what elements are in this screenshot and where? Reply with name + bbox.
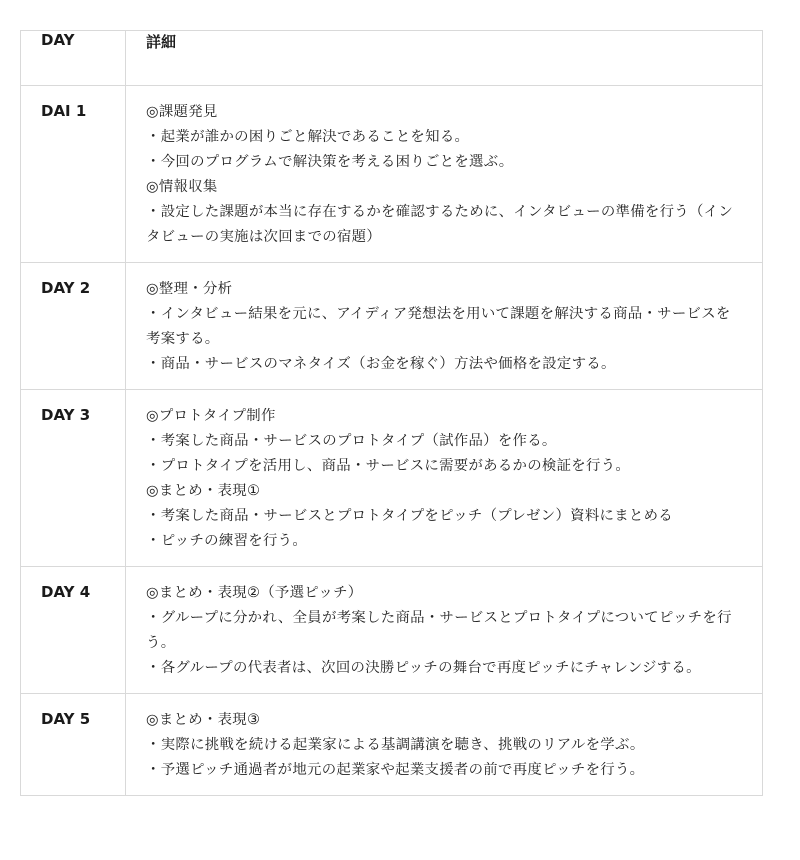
day-label: DAY 4 (21, 567, 126, 694)
column-header-day: DAY (21, 31, 126, 86)
column-header-detail: 詳細 (126, 31, 763, 86)
detail-line: ◎課題発見 (146, 104, 218, 120)
table-row (21, 694, 763, 796)
table-row (21, 86, 763, 263)
detail-line: ・今回のプログラムで解決策を考える困りごとを選ぶ。 (146, 154, 514, 170)
detail-line: ◎まとめ・表現②（予選ピッチ） (146, 585, 363, 601)
detail-cell (126, 567, 763, 694)
detail-line: ◎整理・分析 (146, 281, 233, 297)
detail-line: ・実際に挑戦を続ける起業家による基調講演を聴き、挑戦のリアルを学ぶ。 (146, 737, 645, 753)
detail-line: ・ピッチの練習を行う。 (146, 533, 308, 549)
schedule-table (20, 30, 763, 796)
detail-cell (126, 390, 763, 567)
detail-line: ・考案した商品・サービスのプロトタイプ（試作品）を作る。 (146, 433, 557, 449)
schedule-body (21, 86, 763, 796)
day-label: DAI 1 (21, 86, 126, 263)
detail-line: ・各グループの代表者は、次回の決勝ピッチの舞台で再度ピッチにチャレンジする。 (146, 660, 701, 676)
detail-cell (126, 694, 763, 796)
day-label: DAY 5 (21, 694, 126, 796)
detail-line: ◎プロトタイプ制作 (146, 408, 276, 424)
detail-line: ◎情報収集 (146, 179, 218, 195)
detail-line: ・商品・サービスのマネタイズ（お金を稼ぐ）方法や価格を設定する。 (146, 356, 616, 372)
detail-line: ・考案した商品・サービスとプロトタイプをピッチ（プレゼン）資料にまとめる (146, 508, 673, 524)
detail-line: ・予選ピッチ通過者が地元の起業家や起業支援者の前で再度ピッチを行う。 (146, 762, 645, 778)
detail-line: ・グループに分かれ、全員が考案した商品・サービスとプロトタイプについてピッチを行う。 (146, 610, 732, 651)
day-label: DAY 2 (21, 263, 126, 390)
table-row (21, 567, 763, 694)
detail-line: ・プロトタイプを活用し、商品・サービスに需要があるかの検証を行う。 (146, 458, 631, 474)
day-label: DAY 3 (21, 390, 126, 567)
schedule-container (20, 30, 762, 796)
table-header-row (21, 31, 763, 86)
table-row (21, 263, 763, 390)
detail-line: ・設定した課題が本当に存在するかを確認するために、インタビューの準備を行う（インタビューの実施は次回までの宿題） (146, 204, 734, 245)
detail-line: ・インタビュー結果を元に、アイディア発想法を用いて課題を解決する商品・サービスを考案する。 (146, 306, 731, 347)
detail-cell (126, 263, 763, 390)
table-row (21, 390, 763, 567)
detail-line: ◎まとめ・表現① (146, 483, 261, 499)
detail-line: ・起業が誰かの困りごと解決であることを知る。 (146, 129, 470, 145)
detail-cell (126, 86, 763, 263)
detail-line: ◎まとめ・表現③ (146, 712, 261, 728)
